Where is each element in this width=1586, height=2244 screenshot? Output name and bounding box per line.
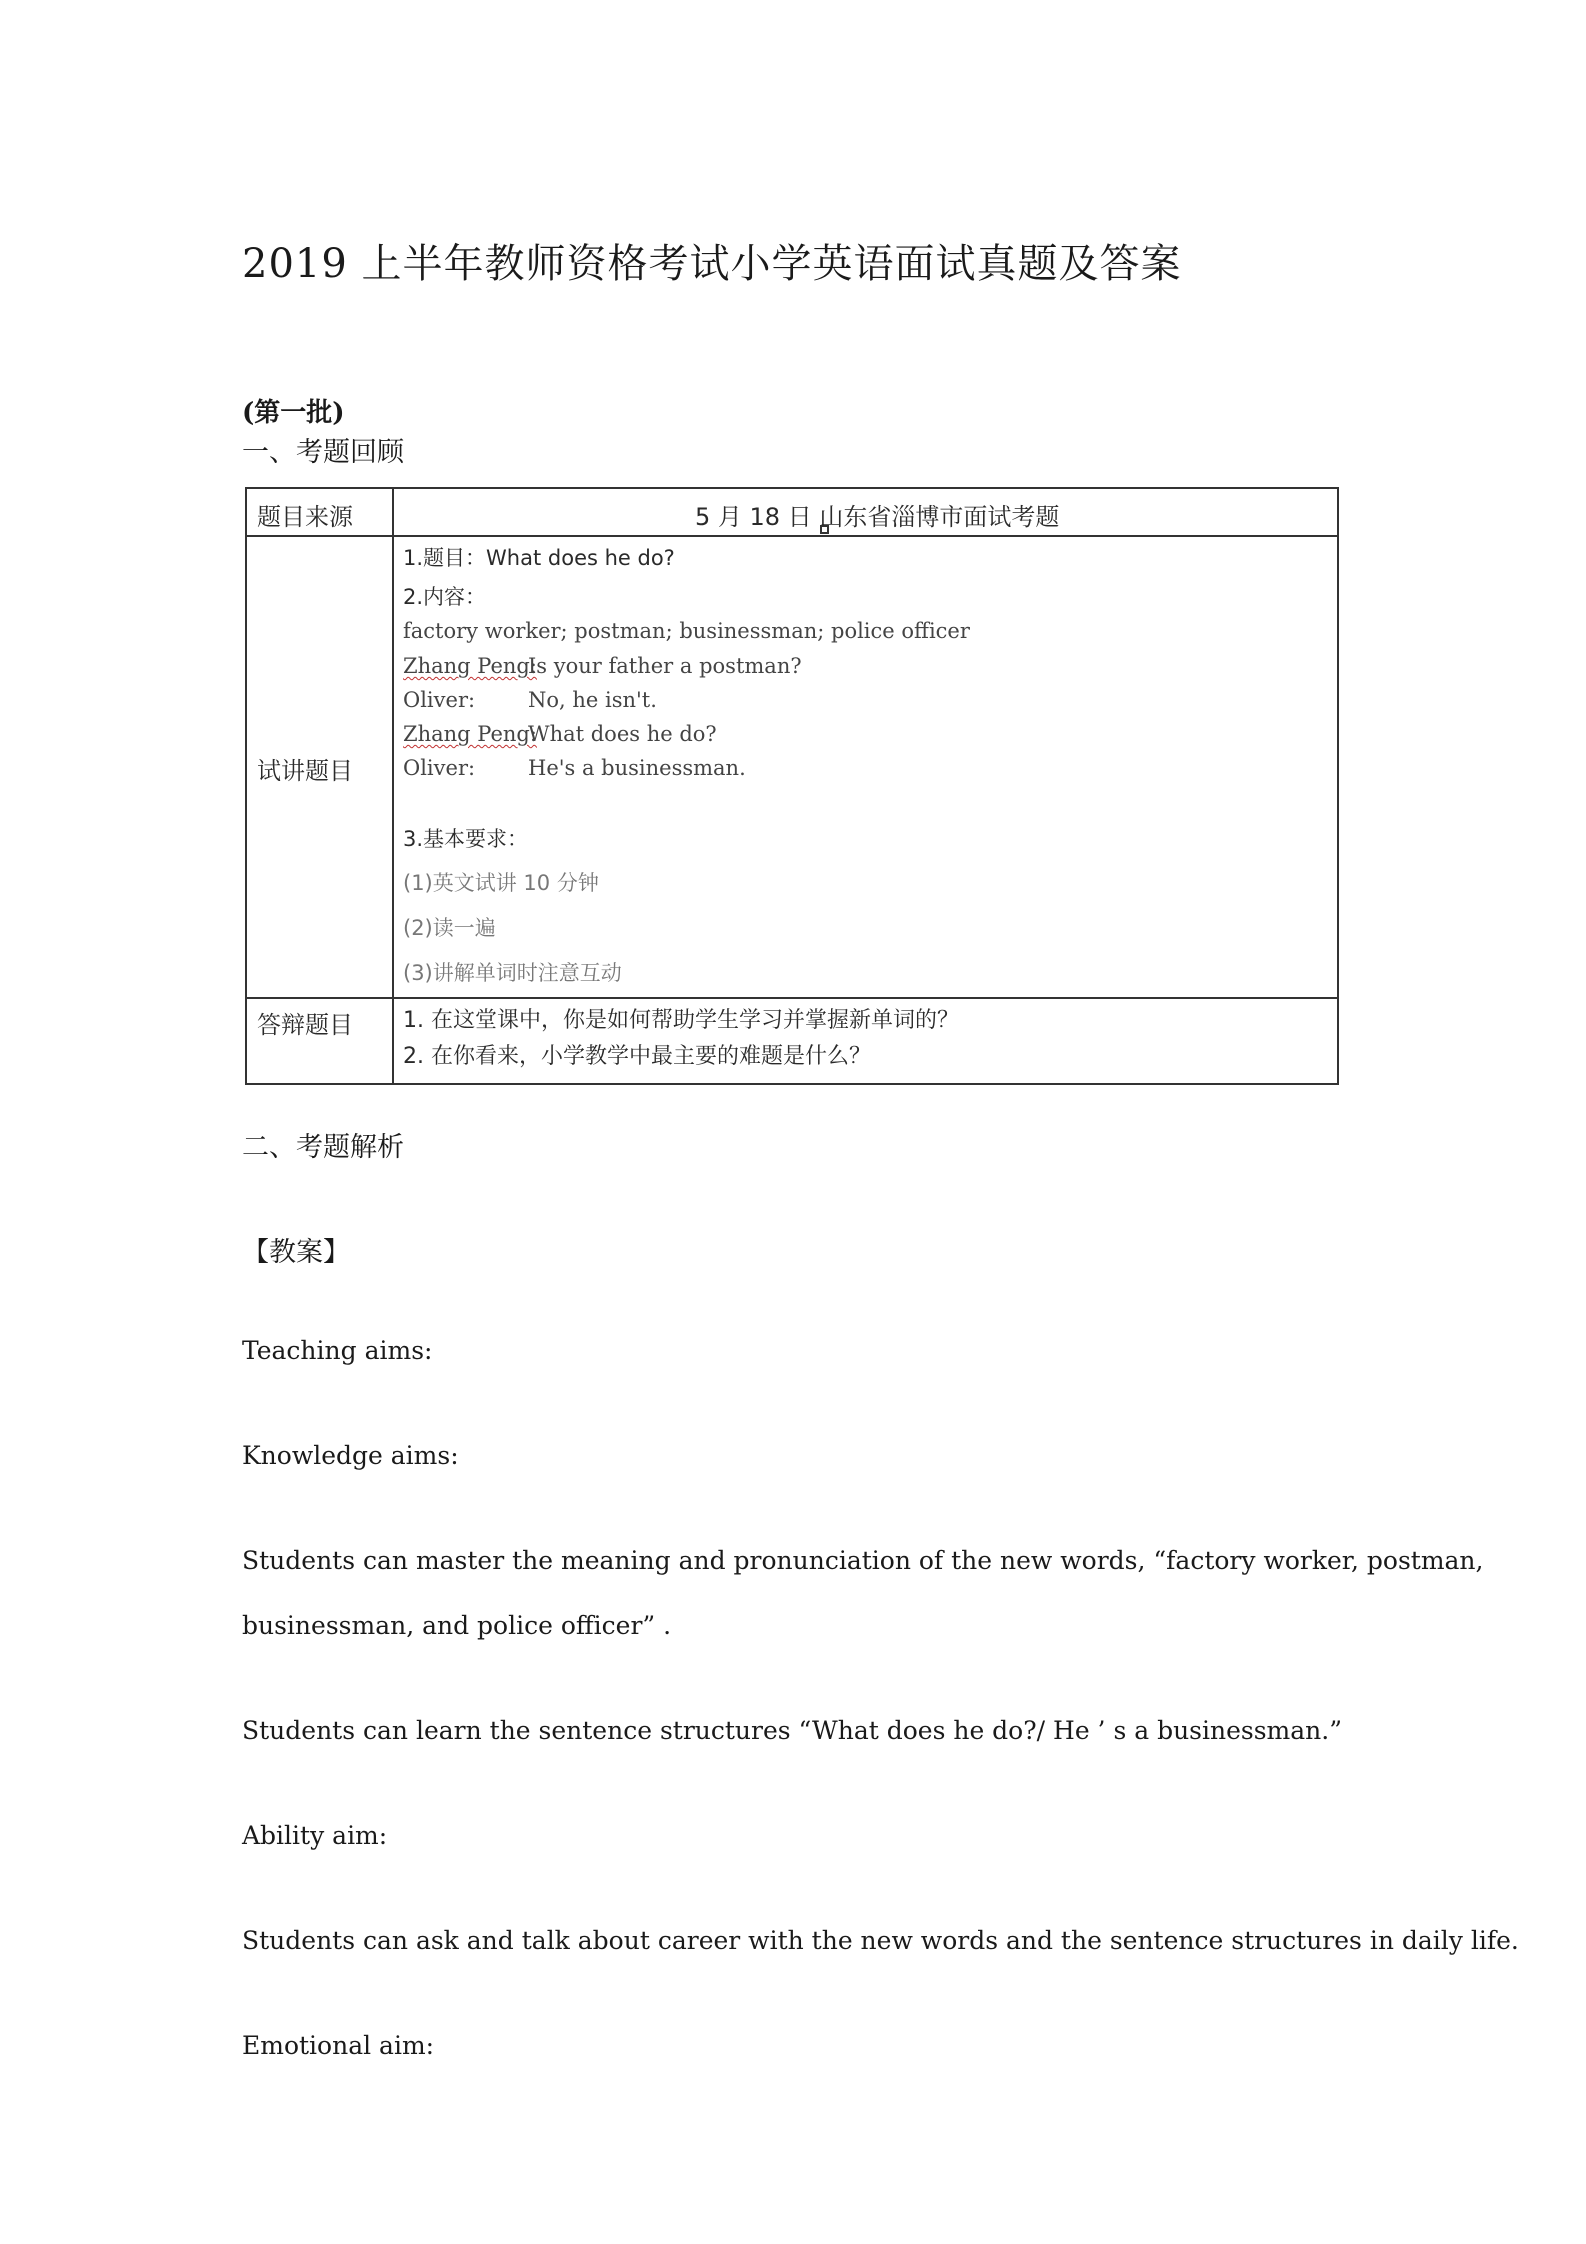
- dialogue-speaker: Oliver:: [403, 688, 476, 712]
- section-heading-analysis: 二、考题解析: [242, 1132, 404, 1163]
- ability-aim-text: Students can ask and talk about career with the new words and the sentence structures in daily life.: [242, 1926, 1519, 1955]
- dialogue-text: No, he isn't.: [528, 688, 657, 712]
- defense-question-label: 答辩题目: [257, 1011, 353, 1039]
- dialogue-line: [403, 688, 657, 712]
- source-label: 题目来源: [257, 503, 353, 531]
- table-row-divider: [247, 535, 1337, 537]
- lecture-topic-label: 试讲题目: [257, 757, 353, 785]
- knowledge-aim-text: Students can learn the sentence structures “What does he do?/ He ’ s a businessman.”: [242, 1716, 1342, 1745]
- ability-aim-heading: Ability aim:: [242, 1821, 388, 1850]
- defense-question: 1. 在这堂课中，你是如何帮助学生学习并掌握新单词的？: [403, 1008, 959, 1033]
- knowledge-aims-heading: Knowledge aims:: [242, 1441, 459, 1470]
- defense-question: 2. 在你看来，小学教学中最主要的难题是什么？: [403, 1044, 871, 1069]
- dialogue-speaker: Zhang Peng:: [403, 722, 537, 746]
- section-heading-review: 一、考题回顾: [242, 437, 404, 468]
- lesson-plan-tag: 【教案】: [242, 1237, 350, 1268]
- requirements-heading: 3.基本要求：: [403, 827, 529, 851]
- knowledge-aim-text: Students can master the meaning and pronunciation of the new words, “factory worker, postman,: [242, 1546, 1484, 1575]
- requirement-item: (3)讲解单词时注意互动: [403, 961, 622, 985]
- table-row-divider: [247, 997, 1337, 999]
- content-heading: 2.内容：: [403, 585, 487, 609]
- dialogue-line: [403, 756, 746, 780]
- dialogue-line: [403, 654, 802, 678]
- teaching-aims-heading: Teaching aims:: [242, 1336, 433, 1365]
- requirement-item: (2)读一遍: [403, 916, 496, 940]
- dialogue-text: What does he do?: [528, 722, 717, 746]
- dialogue-line: [403, 722, 717, 746]
- emotional-aim-heading: Emotional aim:: [242, 2031, 435, 2060]
- exam-question-table: [245, 487, 1339, 1085]
- dialogue-text: He's a businessman.: [528, 756, 746, 780]
- requirement-item: (1)英文试讲 10 分钟: [403, 871, 599, 895]
- document-title: 2019 上半年教师资格考试小学英语面试真题及答案: [242, 241, 1182, 287]
- lecture-topic: 1.题目：What does he do?: [403, 546, 675, 570]
- vocabulary-line: factory worker; postman; businessman; police officer: [403, 619, 970, 643]
- table-column-divider: [392, 489, 394, 1083]
- dialogue-text: Is your father a postman?: [528, 654, 802, 678]
- dialogue-speaker: Oliver:: [403, 756, 476, 780]
- dialogue-speaker: Zhang Peng:: [403, 654, 537, 678]
- knowledge-aim-text: businessman, and police officer” .: [242, 1611, 672, 1640]
- source-value: 5 月 18 日 山东省淄博市面试考题: [695, 503, 1060, 531]
- batch-label: (第一批): [242, 398, 345, 428]
